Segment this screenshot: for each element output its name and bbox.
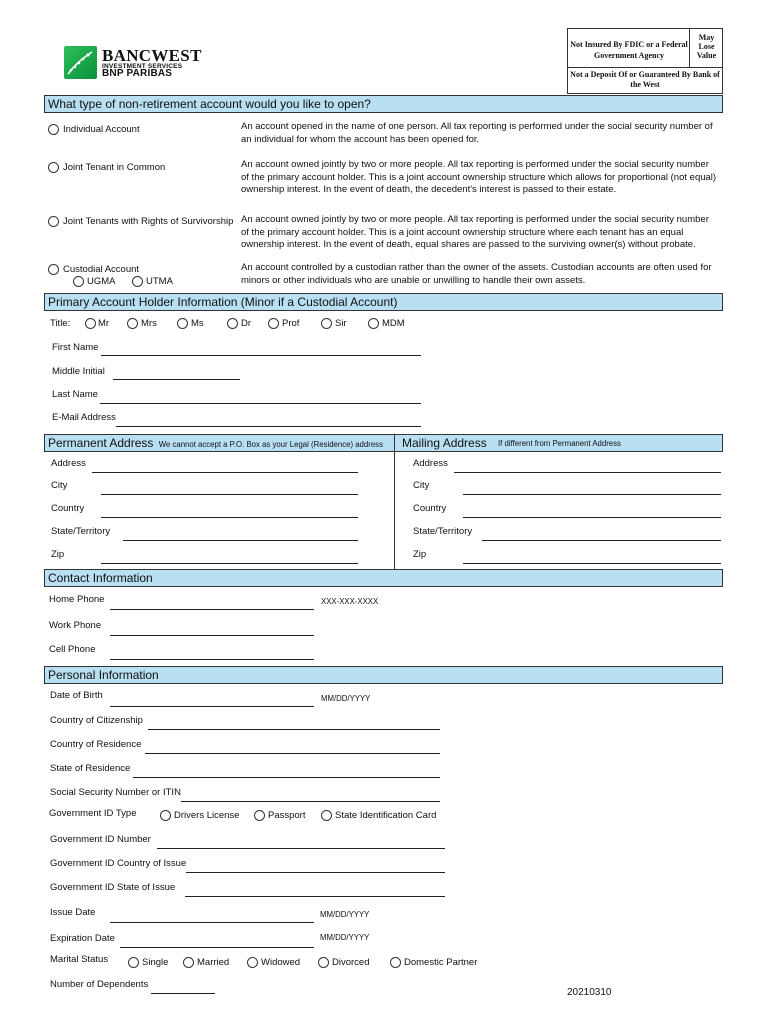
divorced-radio[interactable] xyxy=(318,957,329,968)
work-phone-field[interactable] xyxy=(110,635,314,636)
account-type-section-header: What type of non-retirement account would you like to open? xyxy=(44,95,723,113)
gov-id-country-label: Government ID Country of Issue xyxy=(50,858,187,869)
title-mdm-label: MDM xyxy=(382,318,405,329)
married-radio[interactable] xyxy=(183,957,194,968)
perm-state-label: State/Territory xyxy=(51,526,111,537)
first-name-field[interactable] xyxy=(101,355,421,356)
first-name-label: First Name xyxy=(52,342,99,353)
residence-country-field[interactable] xyxy=(145,753,440,754)
ugma-label: UGMA xyxy=(87,276,116,287)
home-phone-format: XXX-XXX-XXXX xyxy=(321,597,379,606)
joint-tenant-common-radio[interactable] xyxy=(48,162,59,173)
marital-status-label: Marital Status xyxy=(50,954,109,965)
utma-radio[interactable] xyxy=(132,276,143,287)
drivers-license-radio[interactable] xyxy=(160,810,171,821)
personal-section-header: Personal Information xyxy=(44,666,723,684)
middle-initial-label: Middle Initial xyxy=(52,366,105,377)
issue-date-format: MM/DD/YYYY xyxy=(320,910,370,919)
citizenship-field[interactable] xyxy=(148,729,440,730)
single-radio[interactable] xyxy=(128,957,139,968)
perm-address-label: Address xyxy=(51,458,86,469)
perm-address-field[interactable] xyxy=(92,472,358,473)
joint-tenant-common-label: Joint Tenant in Common xyxy=(63,162,166,173)
expiration-date-format: MM/DD/YYYY xyxy=(320,933,370,942)
mail-city-label: City xyxy=(413,480,430,491)
gov-id-type-label: Government ID Type xyxy=(49,808,137,819)
utma-label: UTMA xyxy=(146,276,173,287)
mail-country-label: Country xyxy=(413,503,447,514)
expiration-date-field[interactable] xyxy=(120,947,314,948)
title-sir-radio[interactable] xyxy=(321,318,332,329)
custodial-account-label: Custodial Account xyxy=(63,264,140,275)
gov-id-country-field[interactable] xyxy=(186,872,445,873)
perm-country-label: Country xyxy=(51,503,85,514)
joint-tenant-common-description: An account owned jointly by two or more people. All tax reporting is performed under the social security number of the primary account holder. This is a joint account ownership structure which allows for proportional (not equal) ownership interest. In the event of death, the decedent's interest is passed to their estate. xyxy=(241,159,717,195)
perm-city-field[interactable] xyxy=(101,494,358,495)
home-phone-field[interactable] xyxy=(110,609,314,610)
state-id-card-radio[interactable] xyxy=(321,810,332,821)
issue-date-label: Issue Date xyxy=(50,907,96,918)
perm-city-label: City xyxy=(51,480,68,491)
mail-address-label: Address xyxy=(413,458,448,469)
passport-radio[interactable] xyxy=(254,810,265,821)
mail-zip-label: Zip xyxy=(413,549,427,560)
permanent-address-title: Permanent Address xyxy=(48,436,154,450)
gov-id-state-label: Government ID State of Issue xyxy=(50,882,176,893)
custodial-account-description: An account controlled by a custodian rather than the owner of the assets. Custodian accounts are often used for minors or other individuals who are unable or unwilling to handle their own assets. xyxy=(241,262,712,286)
citizenship-label: Country of Citizenship xyxy=(50,715,143,726)
cell-phone-label: Cell Phone xyxy=(49,644,96,655)
gov-id-number-label: Government ID Number xyxy=(50,834,151,845)
ugma-radio[interactable] xyxy=(73,276,84,287)
primary-holder-section-header: Primary Account Holder Information (Minor if a Custodial Account) xyxy=(44,293,723,311)
mail-zip-field[interactable] xyxy=(463,563,721,564)
not-insured-notice: Not Insured By FDIC or a Federal Government Agency xyxy=(570,40,688,60)
address-section-header xyxy=(44,434,723,452)
brand-name: BANCWEST xyxy=(102,46,202,65)
last-name-field[interactable] xyxy=(100,403,421,404)
contact-section-header: Contact Information xyxy=(44,569,723,587)
dob-label: Date of Birth xyxy=(50,690,103,701)
domestic-partner-radio[interactable] xyxy=(390,957,401,968)
work-phone-label: Work Phone xyxy=(49,620,102,631)
expiration-date-label: Expiration Date xyxy=(50,933,115,944)
dependents-label: Number of Dependents xyxy=(50,979,149,990)
widowed-radio[interactable] xyxy=(247,957,258,968)
email-field[interactable] xyxy=(116,426,421,427)
joint-tenants-survivorship-radio[interactable] xyxy=(48,216,59,227)
passport-label: Passport xyxy=(268,810,306,821)
brand-parent: BNP PARIBAS xyxy=(102,68,173,79)
individual-account-radio[interactable] xyxy=(48,124,59,135)
joint-tenants-survivorship-label: Joint Tenants with Rights of Survivorship xyxy=(63,216,234,227)
dob-format: MM/DD/YYYY xyxy=(321,694,371,703)
title-mrs-radio[interactable] xyxy=(127,318,138,329)
custodial-account-radio[interactable] xyxy=(48,264,59,275)
form-code: 20210310 xyxy=(567,987,612,998)
brand-subtitle: INVESTMENT SERVICES xyxy=(102,63,183,70)
issue-date-field[interactable] xyxy=(110,922,314,923)
title-dr-label: Dr xyxy=(241,318,252,329)
residence-state-label: State of Residence xyxy=(50,763,131,774)
ssn-label: Social Security Number or ITIN xyxy=(50,787,181,798)
cell-phone-field[interactable] xyxy=(110,659,314,660)
mail-city-field[interactable] xyxy=(463,494,721,495)
may-lose-value-notice: May Lose Value xyxy=(696,33,717,60)
ssn-field[interactable] xyxy=(181,801,440,802)
title-ms-label: Ms xyxy=(191,318,204,329)
bancwest-logo-icon xyxy=(64,46,97,79)
perm-zip-field[interactable] xyxy=(101,563,358,564)
title-label: Title: xyxy=(50,318,71,329)
perm-country-field[interactable] xyxy=(101,517,358,518)
divorced-label: Divorced xyxy=(332,957,370,968)
drivers-license-label: Drivers License xyxy=(174,810,240,821)
permanent-address-note: We cannot accept a P.O. Box as your Legal (Residence) address xyxy=(158,440,383,449)
joint-tenants-survivorship-description: An account owned jointly by two or more people. All tax reporting is performed under the social security number of the primary account holder. This is a joint account ownership structure where each tenant has an equal ownership interest. In the event of death, equal shares are passed to the surviving owner(s) without probate. xyxy=(241,214,709,250)
mailing-address-title: Mailing Address xyxy=(402,436,487,450)
title-mr-radio[interactable] xyxy=(85,318,96,329)
last-name-label: Last Name xyxy=(52,389,98,400)
title-sir-label: Sir xyxy=(335,318,347,329)
gov-id-state-field[interactable] xyxy=(185,896,445,897)
middle-initial-field[interactable] xyxy=(113,379,240,380)
individual-account-description: An account opened in the name of one person. All tax reporting is performed under the social security number of an individual for whom the account has been opened for. xyxy=(241,121,713,145)
residence-state-field[interactable] xyxy=(133,777,440,778)
disclosure-box xyxy=(567,28,723,94)
home-phone-label: Home Phone xyxy=(49,594,105,605)
email-label: E-Mail Address xyxy=(52,412,116,423)
mailing-address-note: If different from Permanent Address xyxy=(498,439,621,448)
title-mr-label: Mr xyxy=(98,318,110,329)
not-deposit-notice: Not a Deposit Of or Guaranteed By Bank of the West xyxy=(570,70,720,89)
mail-state-label: State/Territory xyxy=(413,526,473,537)
residence-country-label: Country of Residence xyxy=(50,739,142,750)
perm-zip-label: Zip xyxy=(51,549,65,560)
widowed-label: Widowed xyxy=(261,957,301,968)
married-label: Married xyxy=(197,957,230,968)
state-id-card-label: State Identification Card xyxy=(335,810,437,821)
dob-field[interactable] xyxy=(110,706,314,707)
title-prof-radio[interactable] xyxy=(268,318,279,329)
gov-id-number-field[interactable] xyxy=(157,848,445,849)
domestic-partner-label: Domestic Partner xyxy=(404,957,478,968)
title-ms-radio[interactable] xyxy=(177,318,188,329)
perm-state-field[interactable] xyxy=(123,540,358,541)
mail-address-field[interactable] xyxy=(454,472,721,473)
address-divider xyxy=(394,434,395,574)
title-dr-radio[interactable] xyxy=(227,318,238,329)
title-mrs-label: Mrs xyxy=(141,318,157,329)
mail-state-field[interactable] xyxy=(482,540,721,541)
single-label: Single xyxy=(142,957,169,968)
dependents-field[interactable] xyxy=(151,993,215,994)
individual-account-label: Individual Account xyxy=(63,124,140,135)
mail-country-field[interactable] xyxy=(463,517,721,518)
title-mdm-radio[interactable] xyxy=(368,318,379,329)
title-prof-label: Prof xyxy=(282,318,300,329)
